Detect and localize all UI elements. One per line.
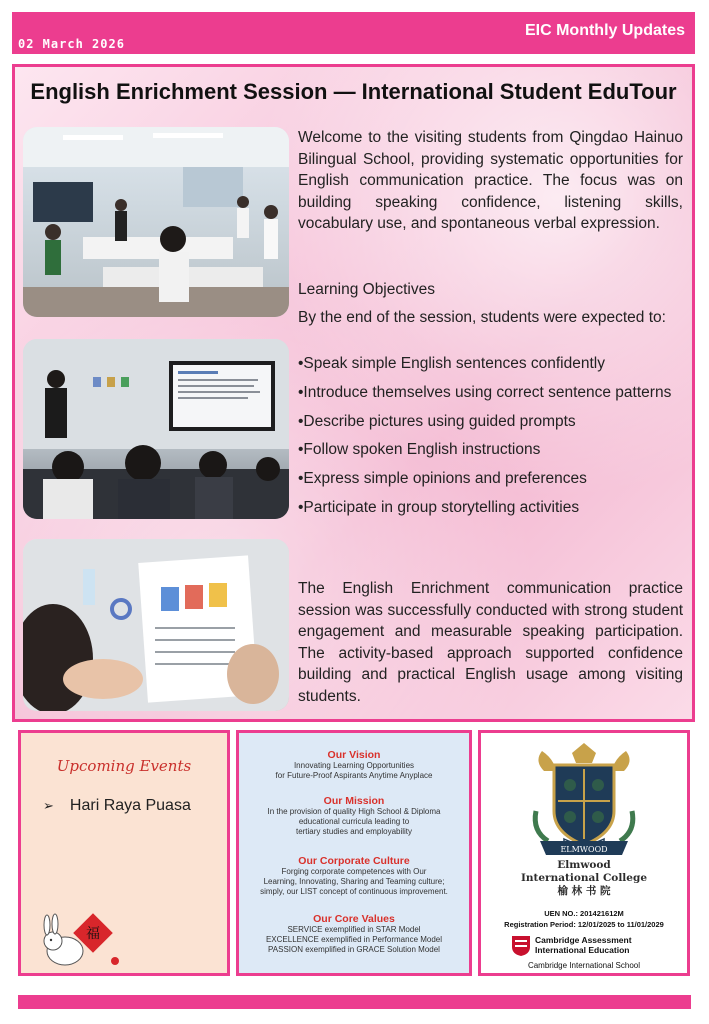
culture-line: Forging corporate competences with Our: [281, 867, 427, 876]
arrow-bullet-icon: ➢: [43, 798, 54, 813]
values-line: EXCELLENCE exemplified in Performance Model: [265, 935, 443, 944]
cambridge-text: [535, 935, 632, 955]
event-label: Hari Raya Puasa: [69, 797, 191, 814]
vision-mission-panel: [236, 730, 472, 976]
cambridge-badge: [511, 935, 661, 957]
objective-item: •Describe pictures using guided prompts: [298, 412, 576, 430]
mission-line: educational curricula leading to: [298, 817, 410, 826]
objectives-heading: Learning Objectives: [298, 281, 435, 298]
vision-block: [239, 749, 469, 781]
conclusion-paragraph: The English Enrichment communication practice session was successfully conducted with strong student engagement and measurable speaking participation. The activity-based approach supported confidence building and practical English usage among visiting students.: [298, 580, 683, 705]
vision-line: for Future-Proof Aspirants Anytime Anyplace: [275, 771, 433, 780]
footer-bar: [18, 995, 691, 1009]
worksheet-illustration: [23, 539, 289, 711]
objective-item: •Participate in group storytelling activities: [298, 498, 580, 516]
college-crest-icon: [524, 741, 644, 859]
college-name-chinese: 榆 林 书 院: [557, 885, 611, 897]
crest-banner-text: ELMWOOD: [560, 845, 608, 854]
intro-paragraph: Welcome to the visiting students from Qingdao Hainuo Bilingual School, providing systematic opportunities for English communication practice. The focus was on building speaking confidence, listening skills, vocabulary use, and spontaneous verbal expression.: [298, 129, 683, 232]
culture-heading: Our Corporate Culture: [298, 855, 410, 867]
objective-item: •Introduce themselves using correct sentence patterns: [298, 383, 672, 401]
upcoming-events-title: Upcoming Events: [56, 757, 192, 775]
vision-line: Innovating Learning Opportunities: [293, 761, 415, 770]
article-title: English Enrichment Session — International Student EduTour: [30, 79, 677, 104]
uen-number: UEN NO.: 201421612M: [544, 909, 624, 918]
objective-item: •Express simple opinions and preferences: [298, 470, 587, 488]
mission-block: [239, 795, 469, 837]
culture-line: simply, our LIST concept of continuous improvement.: [260, 887, 448, 896]
mission-heading: Our Mission: [323, 795, 385, 807]
cambridge-shield-icon: [511, 935, 531, 957]
objective-item: •Follow spoken English instructions: [298, 441, 541, 459]
worksheet-photo: [23, 539, 289, 711]
college-logo-panel: [478, 730, 690, 976]
cambridge-line1: Cambridge Assessment: [535, 935, 632, 945]
cambridge-school: Cambridge International School: [527, 961, 641, 970]
registration-period: Registration Period: 12/01/2025 to 11/01/2029: [504, 920, 664, 929]
presentation-illustration: [23, 339, 289, 519]
values-heading: Our Core Values: [313, 913, 395, 925]
cambridge-line2: International Education: [535, 945, 630, 955]
objectives-list: [298, 353, 683, 526]
presentation-photo: [23, 339, 289, 519]
classroom-photo: [23, 127, 289, 317]
culture-line: Learning, Innovating, Sharing and Teaming culture;: [263, 877, 445, 886]
culture-block: [239, 855, 469, 897]
objectives-lead: By the end of the session, students were expected to:: [298, 309, 666, 326]
event-item: [43, 797, 191, 815]
mission-line: In the provision of quality High School & Diploma: [267, 807, 441, 816]
college-name-line1: Elmwood: [557, 859, 611, 871]
college-name-line2: International College: [520, 872, 647, 884]
classroom-illustration: [23, 127, 289, 317]
fu-glyph: 福: [86, 926, 100, 942]
vision-heading: Our Vision: [327, 749, 381, 761]
issue-date: 02 March 2026: [18, 37, 125, 51]
values-block: [239, 913, 469, 955]
rabbit-new-year-icon: [35, 903, 125, 973]
main-article: [12, 64, 695, 722]
objective-item: •Speak simple English sentences confidently: [298, 355, 605, 372]
newsletter-title: EIC Monthly Updates: [524, 22, 685, 39]
values-line: PASSION exemplified in GRACE Solution Model: [268, 945, 440, 954]
header-bar: [12, 12, 695, 54]
values-line: SERVICE exemplified in STAR Model: [287, 925, 421, 934]
upcoming-events-panel: [18, 730, 230, 976]
mission-line: tertiary studies and employability: [295, 827, 413, 836]
